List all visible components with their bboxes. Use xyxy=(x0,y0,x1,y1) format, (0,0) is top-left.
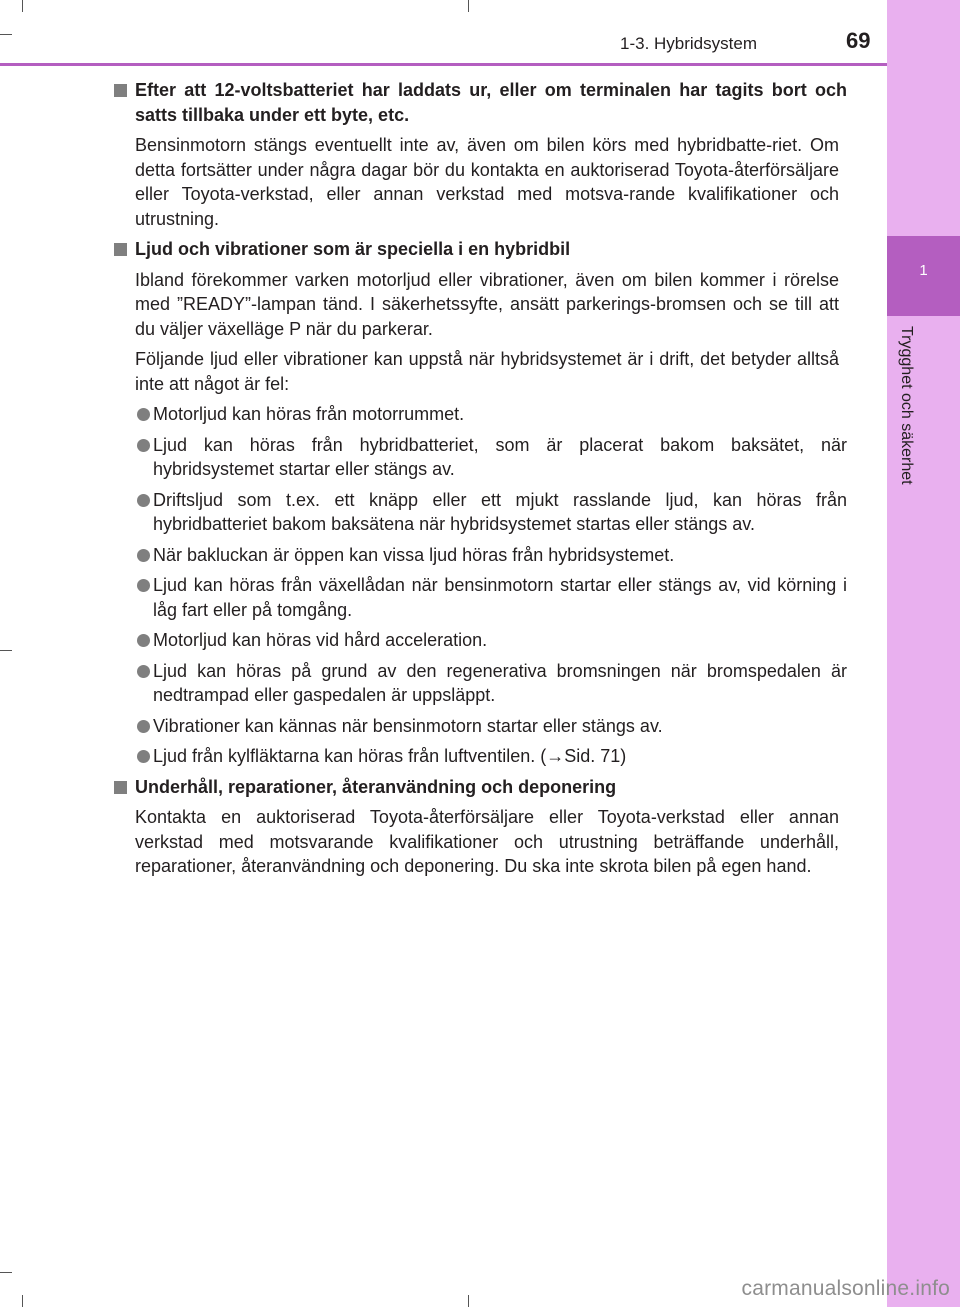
chapter-tab xyxy=(887,236,960,316)
section-heading xyxy=(114,78,847,127)
list-item xyxy=(135,659,847,708)
list-item[interactable] xyxy=(135,744,847,769)
paragraph: Kontakta en auktoriserad Toyota-återförsäljare eller Toyota-verkstad eller annan verkstad med motsvarande kvalifikationer och utrustning beträffande underhåll, reparationer, återanvändning och deponering. Du ska inte skrota bilen på egen hand. xyxy=(135,807,839,876)
chapter-number: 1 xyxy=(919,262,928,279)
list-item xyxy=(135,573,847,622)
list-item-text: Ljud kan höras från hybridbatteriet, som är placerat bakom baksätet, när hybridsystemet startar eller stängs av. xyxy=(153,434,847,479)
crop-mark xyxy=(468,1295,469,1307)
header-rule xyxy=(0,63,887,66)
section-heading xyxy=(114,775,847,800)
list-item-text: Motorljud kan höras vid hård acceleration. xyxy=(153,630,488,650)
list-item xyxy=(135,543,847,568)
square-bullet-icon xyxy=(114,781,127,794)
crop-mark xyxy=(468,0,469,12)
list-item xyxy=(135,433,847,482)
list-item xyxy=(135,402,847,427)
paragraph: Bensinmotorn stängs eventuellt inte av, även om bilen körs med hybridbatte-riet. Om detta fortsätter under några dagar bör du kontakta en auktoriserad Toyota-återförsäljare eller Toyota-verkstad, eller annan verkstad med motsva-rande kvalifikationer och utrustning. xyxy=(135,135,839,229)
heading-text: Efter att 12-voltsbatteriet har laddats ur, eller om terminalen har tagits bort och satts tillbaka under ett byte, etc. xyxy=(135,80,847,125)
list-item-text: Ljud från kylfläktarna kan höras från luftventilen. (→Sid. 71) xyxy=(153,746,627,766)
crop-mark xyxy=(22,0,23,12)
circle-bullet-icon xyxy=(137,439,150,452)
list-item xyxy=(135,714,847,739)
paragraph: Följande ljud eller vibrationer kan uppstå när hybridsystemet är i drift, det betyder alltså inte att något är fel: xyxy=(135,349,839,394)
circle-bullet-icon xyxy=(137,494,150,507)
list-item xyxy=(135,488,847,537)
list-item-text: Vibrationer kan kännas när bensinmotorn startar eller stängs av. xyxy=(153,715,663,736)
list-item-text: Motorljud kan höras från motorrummet. xyxy=(153,404,465,424)
paragraph: Ibland förekommer varken motorljud eller vibrationer, även om bilen kommer i rörelse med ”READY”-lampan tänd. I säkerhetssyfte, ansätt parkerings-bromsen och se till att du väljer växelläge P när du parkerar. xyxy=(135,269,839,339)
list-item-text: När bakluckan är öppen kan vissa ljud höras från hybridsystemet. xyxy=(153,544,675,565)
page-number: 69 xyxy=(846,28,871,53)
circle-bullet-icon xyxy=(137,579,150,592)
list-item-text: Driftsljud som t.ex. ett knäpp eller ett mjukt rasslande ljud, kan höras från hybridbatteriet bakom baksätena när hybridsystemet startas eller stängs av. xyxy=(153,489,847,534)
circle-bullet-icon xyxy=(137,750,150,763)
circle-bullet-icon xyxy=(137,408,150,421)
crop-mark xyxy=(0,1272,12,1273)
list-item-text: Ljud kan höras från växellådan när bensinmotorn startar eller stängs av, vid körning i låg fart eller på tomgång. xyxy=(153,575,847,620)
square-bullet-icon xyxy=(114,243,127,256)
chapter-title: Trygghet och säkerhet xyxy=(898,326,915,485)
heading-text: Underhåll, reparationer, återanvändning och deponering xyxy=(135,776,617,797)
section-title: 1-3. Hybridsystem xyxy=(620,34,757,53)
chapter-title-wrap xyxy=(895,326,919,526)
crop-mark xyxy=(22,1295,23,1307)
side-band xyxy=(887,0,960,1307)
page-content xyxy=(114,78,847,885)
crop-mark xyxy=(0,34,12,35)
circle-bullet-icon xyxy=(137,665,150,678)
square-bullet-icon xyxy=(114,84,127,97)
crop-mark xyxy=(0,650,12,651)
list-item-text: Ljud kan höras på grund av den regenerativa bromsningen när bromspedalen är nedtrampad eller gaspedalen är uppsläppt. xyxy=(153,660,847,705)
circle-bullet-icon xyxy=(137,720,150,733)
list-item xyxy=(135,628,847,653)
section-heading xyxy=(114,237,847,262)
heading-text: Ljud och vibrationer som är speciella i en hybridbil xyxy=(135,239,571,259)
circle-bullet-icon xyxy=(137,634,150,647)
watermark: carmanualsonline.info xyxy=(741,1277,950,1300)
circle-bullet-icon xyxy=(137,549,150,562)
